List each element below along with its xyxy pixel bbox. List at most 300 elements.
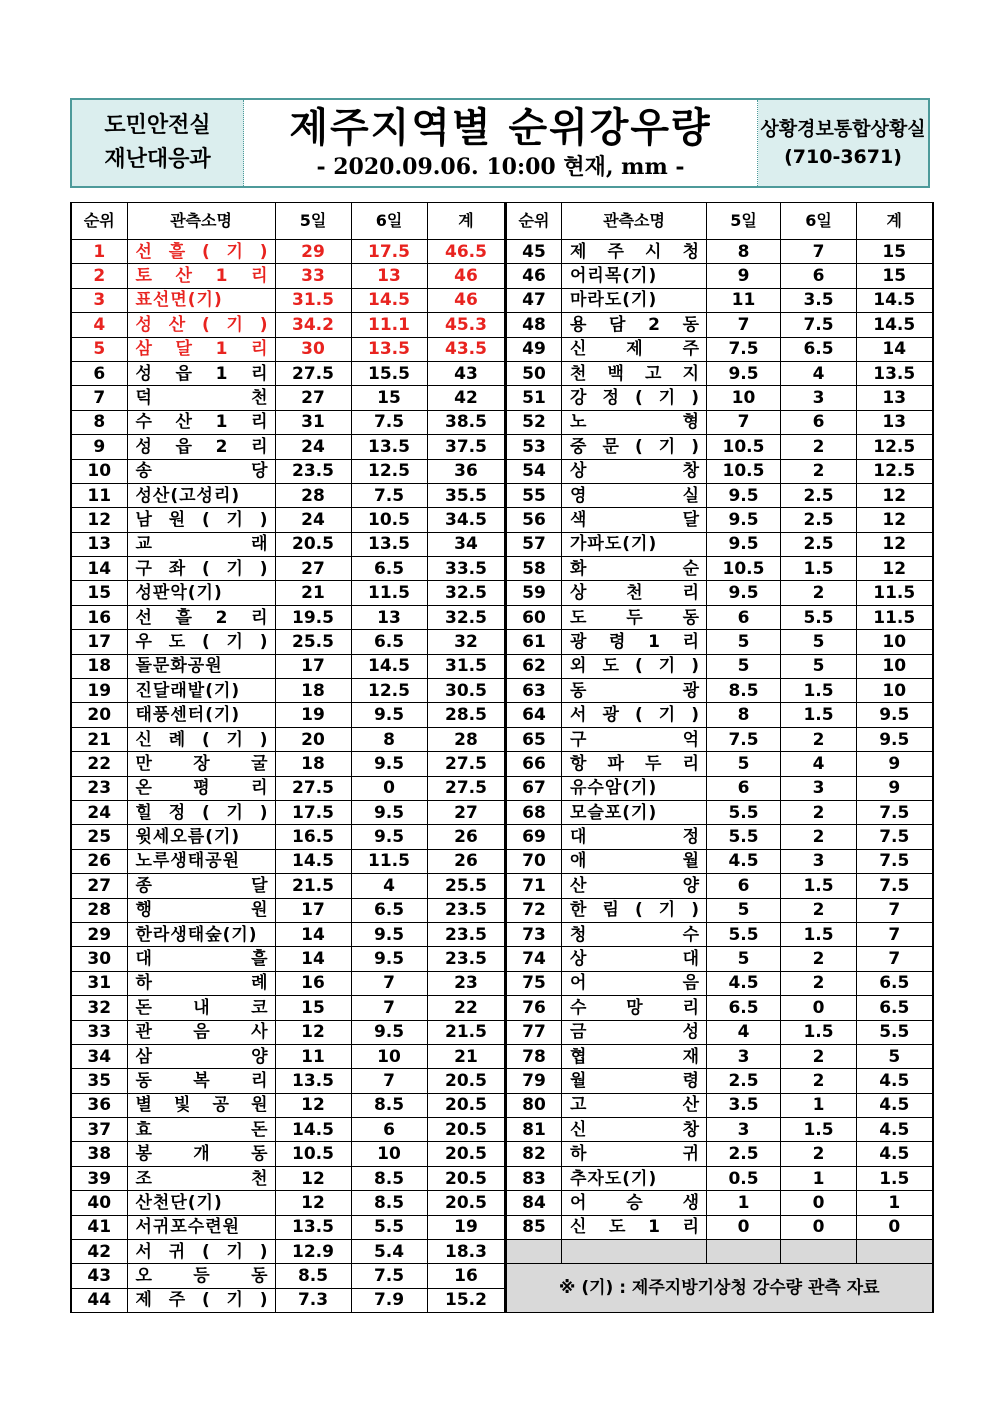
- rank-cell: 48: [506, 313, 562, 337]
- rank-cell: 30: [71, 947, 127, 971]
- station-name-cell: 봉 개 동: [127, 1142, 275, 1166]
- table-row: [506, 654, 933, 678]
- rank-cell: 59: [506, 581, 562, 605]
- station-name-cell: 효 돈: [127, 1118, 275, 1142]
- station-name-cell: 돌문화공원: [127, 654, 275, 678]
- station-name-cell: 천 백 고 지: [562, 361, 707, 385]
- total-value-cell: 46: [427, 264, 505, 288]
- day6-value-cell: 2.5: [781, 508, 857, 532]
- day5-value-cell: 8.5: [275, 1264, 351, 1288]
- day6-value-cell: 1.5: [781, 557, 857, 581]
- day6-value-cell: 2.5: [781, 483, 857, 507]
- total-value-cell: 7: [857, 922, 933, 946]
- station-name-cell: 광 령 1 리: [562, 630, 707, 654]
- table-row: [506, 947, 933, 971]
- header-day6: 6일: [781, 203, 857, 240]
- total-value-cell: 23: [427, 971, 505, 995]
- total-value-cell: 14.5: [857, 313, 933, 337]
- day5-value-cell: 10.5: [275, 1142, 351, 1166]
- blank-cell: [562, 1240, 707, 1264]
- rank-cell: 44: [71, 1288, 127, 1312]
- table-row: [71, 654, 505, 678]
- day5-value-cell: 14.5: [275, 849, 351, 873]
- day5-value-cell: 23.5: [275, 459, 351, 483]
- day5-value-cell: 12: [275, 1093, 351, 1117]
- table-row: [506, 435, 933, 459]
- table-row: [506, 752, 933, 776]
- total-value-cell: 27: [427, 800, 505, 824]
- day6-value-cell: 2: [781, 825, 857, 849]
- day5-value-cell: 5.5: [707, 800, 781, 824]
- day5-value-cell: 7.5: [707, 727, 781, 751]
- total-value-cell: 15: [857, 240, 933, 264]
- station-name-cell: 송 당: [127, 459, 275, 483]
- day5-value-cell: 18: [275, 752, 351, 776]
- day5-value-cell: 12: [275, 1166, 351, 1190]
- day6-value-cell: 2: [781, 459, 857, 483]
- day6-value-cell: 13: [351, 264, 427, 288]
- title-box: [244, 100, 758, 186]
- station-name-cell: 서 광 ( 기 ): [562, 703, 707, 727]
- total-value-cell: 10: [857, 679, 933, 703]
- day6-value-cell: 14.5: [351, 288, 427, 312]
- total-value-cell: 12: [857, 557, 933, 581]
- rank-cell: 22: [71, 752, 127, 776]
- table-row: [71, 849, 505, 873]
- day5-value-cell: 13.5: [275, 1069, 351, 1093]
- day6-value-cell: 7.5: [351, 483, 427, 507]
- rank-cell: 4: [71, 313, 127, 337]
- day6-value-cell: 9.5: [351, 1020, 427, 1044]
- day5-value-cell: 7: [707, 313, 781, 337]
- day6-value-cell: 13: [351, 605, 427, 629]
- day5-value-cell: 5: [707, 898, 781, 922]
- total-value-cell: 33.5: [427, 557, 505, 581]
- day5-value-cell: 3: [707, 1044, 781, 1068]
- table-row: [506, 361, 933, 385]
- total-value-cell: 36: [427, 459, 505, 483]
- day6-value-cell: 2: [781, 971, 857, 995]
- rank-cell: 60: [506, 605, 562, 629]
- day5-value-cell: 28: [275, 483, 351, 507]
- day5-value-cell: 14: [275, 947, 351, 971]
- station-name-cell: 별 빛 공 원: [127, 1093, 275, 1117]
- rank-cell: 61: [506, 630, 562, 654]
- rank-cell: 14: [71, 557, 127, 581]
- day5-value-cell: 24: [275, 435, 351, 459]
- table-row: [506, 483, 933, 507]
- table-row: [71, 1166, 505, 1190]
- day6-value-cell: 7.5: [351, 1264, 427, 1288]
- day6-value-cell: 6: [351, 1118, 427, 1142]
- station-name-cell: 유수암(기): [562, 776, 707, 800]
- table-row: [506, 264, 933, 288]
- day6-value-cell: 1: [781, 1093, 857, 1117]
- department-line-2: 재난대응과: [104, 147, 211, 172]
- station-name-cell: 우 도 ( 기 ): [127, 630, 275, 654]
- report-header: [70, 98, 930, 188]
- day5-value-cell: 4.5: [707, 849, 781, 873]
- total-value-cell: 20.5: [427, 1118, 505, 1142]
- total-value-cell: 10: [857, 630, 933, 654]
- table-row: [506, 1118, 933, 1142]
- rank-cell: 34: [71, 1044, 127, 1068]
- station-name-cell: 온 평 리: [127, 776, 275, 800]
- rank-cell: 6: [71, 361, 127, 385]
- day6-value-cell: 8.5: [351, 1166, 427, 1190]
- station-name-cell: 한라생태숲(기): [127, 922, 275, 946]
- day6-value-cell: 9.5: [351, 800, 427, 824]
- table-row: [506, 508, 933, 532]
- total-value-cell: 32.5: [427, 581, 505, 605]
- rank-cell: 70: [506, 849, 562, 873]
- total-value-cell: 16: [427, 1264, 505, 1288]
- day6-value-cell: 7: [351, 996, 427, 1020]
- station-name-cell: 금 성: [562, 1020, 707, 1044]
- station-name-cell: 제 주 ( 기 ): [127, 1288, 275, 1312]
- day6-value-cell: 2: [781, 581, 857, 605]
- day5-value-cell: 1: [707, 1191, 781, 1215]
- station-name-cell: 노 형: [562, 410, 707, 434]
- table-row: [71, 508, 505, 532]
- total-value-cell: 10: [857, 654, 933, 678]
- rank-cell: 58: [506, 557, 562, 581]
- day5-value-cell: 3: [707, 1118, 781, 1142]
- day6-value-cell: 9.5: [351, 922, 427, 946]
- day5-value-cell: 5: [707, 752, 781, 776]
- rank-cell: 16: [71, 605, 127, 629]
- table-row: [506, 459, 933, 483]
- day5-value-cell: 9.5: [707, 508, 781, 532]
- header-rank: 순위: [71, 203, 127, 240]
- table-row: [506, 1020, 933, 1044]
- station-name-cell: 고 산: [562, 1093, 707, 1117]
- blank-cell: [857, 1240, 933, 1264]
- station-name-cell: 구 억: [562, 727, 707, 751]
- total-value-cell: 19: [427, 1215, 505, 1239]
- rank-cell: 64: [506, 703, 562, 727]
- day6-value-cell: 2: [781, 1069, 857, 1093]
- day6-value-cell: 2.5: [781, 532, 857, 556]
- day6-value-cell: 14.5: [351, 654, 427, 678]
- station-name-cell: 애 월: [562, 849, 707, 873]
- table-row: [506, 1142, 933, 1166]
- day5-value-cell: 30: [275, 337, 351, 361]
- total-value-cell: 13.5: [857, 361, 933, 385]
- table-row: [506, 800, 933, 824]
- day6-value-cell: 2: [781, 947, 857, 971]
- total-value-cell: 12: [857, 532, 933, 556]
- day6-value-cell: 2: [781, 800, 857, 824]
- table-row: [71, 1069, 505, 1093]
- day5-value-cell: 20: [275, 727, 351, 751]
- table-row: [506, 849, 933, 873]
- table-row: [506, 1044, 933, 1068]
- station-name-cell: 덕 천: [127, 386, 275, 410]
- station-name-cell: 종 달: [127, 874, 275, 898]
- station-name-cell: 어 승 생: [562, 1191, 707, 1215]
- table-row: [506, 776, 933, 800]
- rank-cell: 54: [506, 459, 562, 483]
- station-name-cell: 신 제 주: [562, 337, 707, 361]
- station-name-cell: 대 정: [562, 825, 707, 849]
- station-name-cell: 구 좌 ( 기 ): [127, 557, 275, 581]
- day5-value-cell: 10.5: [707, 459, 781, 483]
- rank-cell: 43: [71, 1264, 127, 1288]
- total-value-cell: 4.5: [857, 1142, 933, 1166]
- rank-cell: 31: [71, 971, 127, 995]
- table-row: [506, 971, 933, 995]
- day5-value-cell: 14: [275, 922, 351, 946]
- rank-cell: 85: [506, 1215, 562, 1239]
- day5-value-cell: 11: [275, 1044, 351, 1068]
- table-row: [71, 386, 505, 410]
- table-row: [71, 1264, 505, 1288]
- rank-cell: 80: [506, 1093, 562, 1117]
- footnote: ※ (기) : 제주지방기상청 강수량 관측 자료: [506, 1264, 933, 1313]
- station-name-cell: 어리목(기): [562, 264, 707, 288]
- rank-cell: 7: [71, 386, 127, 410]
- day6-value-cell: 5.5: [351, 1215, 427, 1239]
- rank-cell: 50: [506, 361, 562, 385]
- rank-cell: 13: [71, 532, 127, 556]
- table-row: [71, 264, 505, 288]
- station-name-cell: 산 양: [562, 874, 707, 898]
- table-row: [71, 1191, 505, 1215]
- day5-value-cell: 17.5: [275, 800, 351, 824]
- day6-value-cell: 2: [781, 898, 857, 922]
- station-name-cell: 선 흘 2 리: [127, 605, 275, 629]
- station-name-cell: 수 망 리: [562, 996, 707, 1020]
- station-name-cell: 산천단(기): [127, 1191, 275, 1215]
- day5-value-cell: 33: [275, 264, 351, 288]
- rank-cell: 56: [506, 508, 562, 532]
- station-name-cell: 수 산 1 리: [127, 410, 275, 434]
- rank-cell: 24: [71, 800, 127, 824]
- day5-value-cell: 8: [707, 240, 781, 264]
- day6-value-cell: 11.5: [351, 849, 427, 873]
- total-value-cell: 9: [857, 752, 933, 776]
- total-value-cell: 35.5: [427, 483, 505, 507]
- rank-cell: 83: [506, 1166, 562, 1190]
- header-total: 계: [857, 203, 933, 240]
- day5-value-cell: 27: [275, 557, 351, 581]
- rank-cell: 3: [71, 288, 127, 312]
- day6-value-cell: 1.5: [781, 922, 857, 946]
- table-row: [71, 825, 505, 849]
- total-value-cell: 7: [857, 898, 933, 922]
- total-value-cell: 28: [427, 727, 505, 751]
- rank-cell: 33: [71, 1020, 127, 1044]
- total-value-cell: 20.5: [427, 1166, 505, 1190]
- total-value-cell: 7.5: [857, 800, 933, 824]
- rank-cell: 32: [71, 996, 127, 1020]
- day6-value-cell: 2: [781, 435, 857, 459]
- table-row: [506, 874, 933, 898]
- station-name-cell: 제 주 시 청: [562, 240, 707, 264]
- table-row: [71, 1020, 505, 1044]
- table-row: [506, 703, 933, 727]
- rank-cell: 25: [71, 825, 127, 849]
- day5-value-cell: 3.5: [707, 1093, 781, 1117]
- total-value-cell: 21.5: [427, 1020, 505, 1044]
- header-day6: 6일: [351, 203, 427, 240]
- day5-value-cell: 19.5: [275, 605, 351, 629]
- day5-value-cell: 34.2: [275, 313, 351, 337]
- rank-cell: 28: [71, 898, 127, 922]
- total-value-cell: 20.5: [427, 1069, 505, 1093]
- total-value-cell: 45.3: [427, 313, 505, 337]
- total-value-cell: 20.5: [427, 1093, 505, 1117]
- total-value-cell: 31.5: [427, 654, 505, 678]
- station-name-cell: 협 재: [562, 1044, 707, 1068]
- rank-cell: 66: [506, 752, 562, 776]
- table-row: [506, 313, 933, 337]
- total-value-cell: 15: [857, 264, 933, 288]
- total-value-cell: 46: [427, 288, 505, 312]
- total-value-cell: 23.5: [427, 922, 505, 946]
- department-line-1: 도민안전실: [104, 113, 211, 138]
- day5-value-cell: 12: [275, 1191, 351, 1215]
- total-value-cell: 26: [427, 849, 505, 873]
- day6-value-cell: 11.5: [351, 581, 427, 605]
- rank-cell: 71: [506, 874, 562, 898]
- total-value-cell: 7.5: [857, 874, 933, 898]
- day5-value-cell: 27.5: [275, 776, 351, 800]
- day5-value-cell: 15: [275, 996, 351, 1020]
- station-name-cell: 교 래: [127, 532, 275, 556]
- total-value-cell: 1.5: [857, 1166, 933, 1190]
- day6-value-cell: 5.4: [351, 1240, 427, 1264]
- day5-value-cell: 7.5: [707, 337, 781, 361]
- table-row: [71, 898, 505, 922]
- rank-cell: 49: [506, 337, 562, 361]
- table-row: [506, 630, 933, 654]
- total-value-cell: 27.5: [427, 776, 505, 800]
- station-name-cell: 노루생태공원: [127, 849, 275, 873]
- day5-value-cell: 27: [275, 386, 351, 410]
- station-name-cell: 표선면(기): [127, 288, 275, 312]
- table-row: [71, 703, 505, 727]
- total-value-cell: 0: [857, 1215, 933, 1239]
- station-name-cell: 용 담 2 동: [562, 313, 707, 337]
- total-value-cell: 20.5: [427, 1191, 505, 1215]
- total-value-cell: 11.5: [857, 605, 933, 629]
- rank-cell: 20: [71, 703, 127, 727]
- station-name-cell: 토 산 1 리: [127, 264, 275, 288]
- total-value-cell: 13: [857, 386, 933, 410]
- table-row: [71, 410, 505, 434]
- table-row: [71, 581, 505, 605]
- rank-cell: 38: [71, 1142, 127, 1166]
- day5-value-cell: 27.5: [275, 361, 351, 385]
- table-row: [506, 605, 933, 629]
- day5-value-cell: 5: [707, 654, 781, 678]
- total-value-cell: 14.5: [857, 288, 933, 312]
- table-row: [506, 581, 933, 605]
- station-name-cell: 서귀포수련원: [127, 1215, 275, 1239]
- rank-cell: 42: [71, 1240, 127, 1264]
- day6-value-cell: 1: [781, 1166, 857, 1190]
- table-row: [506, 532, 933, 556]
- day5-value-cell: 31.5: [275, 288, 351, 312]
- day6-value-cell: 1.5: [781, 679, 857, 703]
- day6-value-cell: 7.5: [781, 313, 857, 337]
- total-value-cell: 38.5: [427, 410, 505, 434]
- station-name-cell: 힐 정 ( 기 ): [127, 800, 275, 824]
- table-row: [71, 557, 505, 581]
- day5-value-cell: 21: [275, 581, 351, 605]
- day6-value-cell: 8: [351, 727, 427, 751]
- department-box: [72, 100, 244, 186]
- rank-cell: 57: [506, 532, 562, 556]
- station-name-cell: 항 파 두 리: [562, 752, 707, 776]
- day5-value-cell: 6: [707, 776, 781, 800]
- total-value-cell: 18.3: [427, 1240, 505, 1264]
- rank-cell: 41: [71, 1215, 127, 1239]
- total-value-cell: 4.5: [857, 1118, 933, 1142]
- day6-value-cell: 4: [781, 752, 857, 776]
- day6-value-cell: 13.5: [351, 532, 427, 556]
- day6-value-cell: 12.5: [351, 459, 427, 483]
- day5-value-cell: 9.5: [707, 532, 781, 556]
- day5-value-cell: 0.5: [707, 1166, 781, 1190]
- rank-cell: 63: [506, 679, 562, 703]
- station-name-cell: 강 정 ( 기 ): [562, 386, 707, 410]
- day5-value-cell: 5.5: [707, 922, 781, 946]
- day5-value-cell: 6: [707, 605, 781, 629]
- rank-cell: 82: [506, 1142, 562, 1166]
- day5-value-cell: 14.5: [275, 1118, 351, 1142]
- rank-cell: 21: [71, 727, 127, 751]
- day5-value-cell: 9: [707, 264, 781, 288]
- blank-cell: [506, 1240, 562, 1264]
- total-value-cell: 7.5: [857, 825, 933, 849]
- total-value-cell: 28.5: [427, 703, 505, 727]
- day6-value-cell: 8.5: [351, 1093, 427, 1117]
- station-name-cell: 신 도 1 리: [562, 1215, 707, 1239]
- table-row: [506, 240, 933, 264]
- total-value-cell: 4.5: [857, 1093, 933, 1117]
- blank-cell: [781, 1240, 857, 1264]
- header-day5: 5일: [275, 203, 351, 240]
- table-row: [71, 361, 505, 385]
- table-row: [71, 776, 505, 800]
- day6-value-cell: 0: [351, 776, 427, 800]
- total-value-cell: 6.5: [857, 996, 933, 1020]
- station-name-cell: 가파도(기): [562, 532, 707, 556]
- day6-value-cell: 0: [781, 1215, 857, 1239]
- rank-cell: 17: [71, 630, 127, 654]
- rank-cell: 40: [71, 1191, 127, 1215]
- total-value-cell: 7: [857, 947, 933, 971]
- total-value-cell: 5.5: [857, 1020, 933, 1044]
- day6-value-cell: 7.9: [351, 1288, 427, 1312]
- table-row: [71, 459, 505, 483]
- office-phone: (710-3671): [784, 146, 902, 168]
- day5-value-cell: 21.5: [275, 874, 351, 898]
- total-value-cell: 25.5: [427, 874, 505, 898]
- rank-cell: 2: [71, 264, 127, 288]
- table-row: [71, 752, 505, 776]
- rank-cell: 35: [71, 1069, 127, 1093]
- day6-value-cell: 1.5: [781, 1020, 857, 1044]
- day5-value-cell: 16.5: [275, 825, 351, 849]
- day6-value-cell: 13.5: [351, 337, 427, 361]
- rank-cell: 11: [71, 483, 127, 507]
- day5-value-cell: 2.5: [707, 1142, 781, 1166]
- station-name-cell: 관 음 사: [127, 1020, 275, 1044]
